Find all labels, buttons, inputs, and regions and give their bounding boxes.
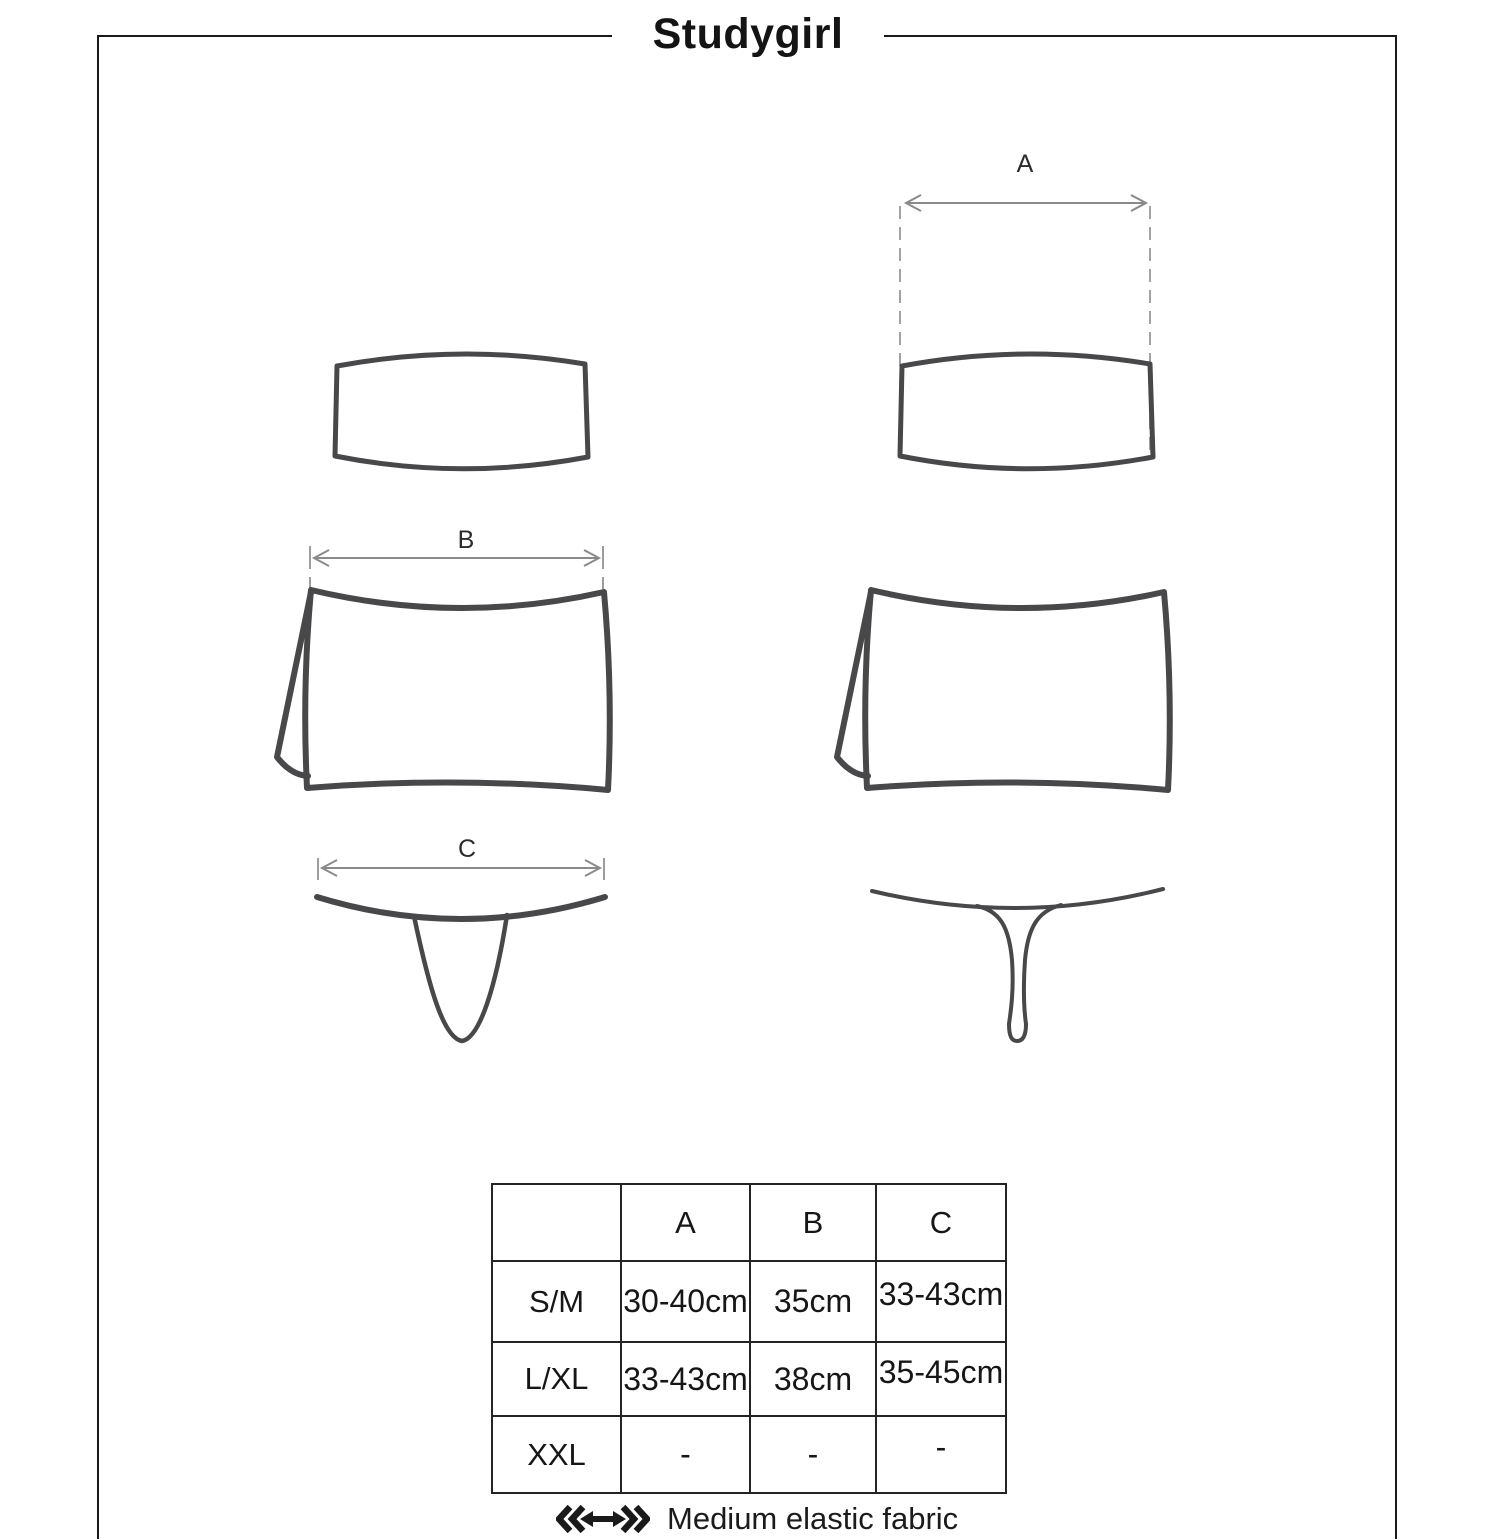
fabric-legend-label: Medium elastic fabric — [667, 1501, 959, 1536]
size-xxl-b: - — [750, 1416, 876, 1493]
thong-back-waistband — [872, 889, 1163, 908]
measure-b-group — [310, 526, 603, 589]
size-table-header-row — [492, 1184, 1006, 1261]
measure-a-group — [900, 150, 1150, 456]
size-xxl-c-text: - — [935, 1429, 947, 1465]
skirt-back-group — [837, 590, 1170, 790]
size-sm-b: 35cm — [750, 1261, 876, 1342]
size-lxl-b: 38cm — [750, 1342, 876, 1416]
size-table-col-a: A — [621, 1184, 750, 1261]
size-lxl-c-text: 35-45cm — [878, 1353, 1004, 1390]
size-table-row-xxl — [492, 1416, 1006, 1493]
thong-front-group — [317, 897, 605, 1041]
thong-front-waistband — [317, 897, 605, 919]
thong-front-pouch — [414, 915, 507, 1041]
thong-back-strap-left — [977, 906, 1013, 1024]
size-table-row-sm — [492, 1261, 1006, 1342]
skirt-front-outline — [305, 590, 610, 790]
bandeau-front-measured-outline — [900, 354, 1153, 469]
bandeau-front-outline — [335, 354, 588, 469]
page-title: Studygirl — [652, 10, 844, 58]
size-lxl-a: 33-43cm — [621, 1342, 750, 1416]
size-table-corner-cell — [492, 1184, 621, 1261]
size-sm-a: 30-40cm — [621, 1261, 750, 1342]
thong-back-group — [872, 889, 1163, 1041]
size-table — [491, 1183, 1007, 1494]
measure-a-label: A — [1016, 150, 1034, 178]
size-table-col-b: B — [750, 1184, 876, 1261]
size-sm-c-text: 33-43cm — [878, 1276, 1004, 1312]
skirt-front-group — [277, 590, 610, 790]
measure-c-group — [318, 835, 604, 880]
size-label-sm: S/M — [492, 1261, 621, 1342]
stretch-double-arrow-icon — [556, 1505, 650, 1533]
fabric-legend — [556, 1501, 958, 1537]
thong-back-strap-right — [1024, 905, 1061, 1024]
size-xxl-c — [876, 1416, 1006, 1493]
size-lxl-c — [876, 1342, 1006, 1416]
size-label-xxl: XXL — [492, 1416, 621, 1493]
skirt-back-outline — [865, 590, 1170, 790]
thong-back-strap-loop — [1009, 1024, 1026, 1041]
measure-b-label: B — [457, 526, 475, 554]
size-table-col-c: C — [876, 1184, 1006, 1261]
size-label-lxl: L/XL — [492, 1342, 621, 1416]
size-xxl-a: - — [621, 1416, 750, 1493]
size-sm-c — [876, 1261, 1006, 1342]
size-table-row-lxl — [492, 1342, 1006, 1416]
measure-c-label: C — [457, 835, 477, 863]
